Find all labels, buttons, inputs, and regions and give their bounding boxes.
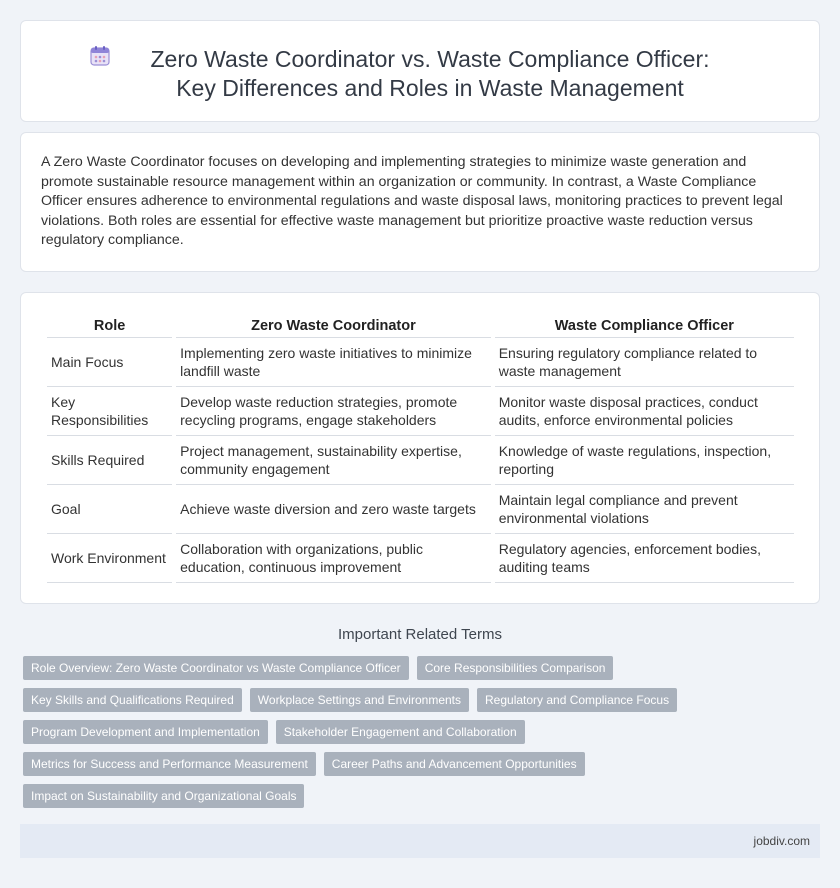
row-label: Skills Required — [47, 436, 172, 485]
row-label: Key Responsibilities — [47, 387, 172, 436]
table-cell: Monitor waste disposal practices, conduct audits, enforce environmental policies — [495, 387, 794, 436]
table-row — [47, 387, 794, 436]
related-term-tag[interactable]: Program Development and Implementation — [23, 720, 268, 744]
table-row — [47, 338, 794, 387]
related-term-tag[interactable]: Key Skills and Qualifications Required — [23, 688, 242, 712]
column-header-waste-compliance-officer: Waste Compliance Officer — [495, 315, 794, 338]
table-cell: Collaboration with organizations, public education, continuous improvement — [176, 534, 491, 583]
comparison-table — [43, 315, 798, 583]
table-cell: Knowledge of waste regulations, inspection, reporting — [495, 436, 794, 485]
table-cell: Develop waste reduction strategies, promote recycling programs, engage stakeholders — [176, 387, 491, 436]
footer-site-link[interactable]: jobdiv.com — [753, 834, 810, 848]
related-term-tag[interactable]: Regulatory and Compliance Focus — [477, 688, 677, 712]
related-term-tag[interactable]: Impact on Sustainability and Organizational Goals — [23, 784, 304, 808]
intro-card — [20, 132, 820, 272]
table-cell: Ensuring regulatory compliance related to waste management — [495, 338, 794, 387]
table-cell: Implementing zero waste initiatives to minimize landfill waste — [176, 338, 491, 387]
intro-paragraph: A Zero Waste Coordinator focuses on developing and implementing strategies to minimize waste generation and promote sustainable resource management within an organization or community. In contrast, a Waste Compliance Officer ensures adherence to environmental regulations and waste disposal laws, monitoring practices to prevent legal violations. Both roles are essential for effective waste management but prioritize proactive waste reduction versus regulatory compliance. — [41, 154, 783, 249]
table-cell: Achieve waste diversion and zero waste targets — [176, 485, 491, 534]
page-title: Zero Waste Coordinator vs. Waste Compliance Officer: Key Differences and Roles in Waste Management — [150, 46, 710, 101]
column-header-zero-waste-coordinator: Zero Waste Coordinator — [176, 315, 491, 338]
row-label: Main Focus — [47, 338, 172, 387]
table-cell: Project management, sustainability expertise, community engagement — [176, 436, 491, 485]
related-term-tag[interactable]: Core Responsibilities Comparison — [417, 656, 614, 680]
related-term-tag[interactable]: Metrics for Success and Performance Measurement — [23, 752, 316, 776]
related-term-tag[interactable]: Stakeholder Engagement and Collaboration — [276, 720, 525, 744]
row-label: Work Environment — [47, 534, 172, 583]
row-label: Goal — [47, 485, 172, 534]
related-terms-list — [23, 656, 813, 816]
table-header-row — [47, 315, 794, 338]
related-term-tag[interactable]: Career Paths and Advancement Opportunities — [324, 752, 585, 776]
table-row — [47, 436, 794, 485]
table-row — [47, 485, 794, 534]
comparison-table-card — [20, 292, 820, 604]
table-cell: Maintain legal compliance and prevent environmental violations — [495, 485, 794, 534]
title-card — [20, 20, 820, 122]
column-header-role: Role — [47, 315, 172, 338]
related-terms-title: Important Related Terms — [338, 626, 502, 643]
related-term-tag[interactable]: Role Overview: Zero Waste Coordinator vs Waste Compliance Officer — [23, 656, 409, 680]
related-term-tag[interactable]: Workplace Settings and Environments — [250, 688, 469, 712]
table-cell: Regulatory agencies, enforcement bodies, auditing teams — [495, 534, 794, 583]
footer-bar — [20, 824, 820, 858]
table-row — [47, 534, 794, 583]
